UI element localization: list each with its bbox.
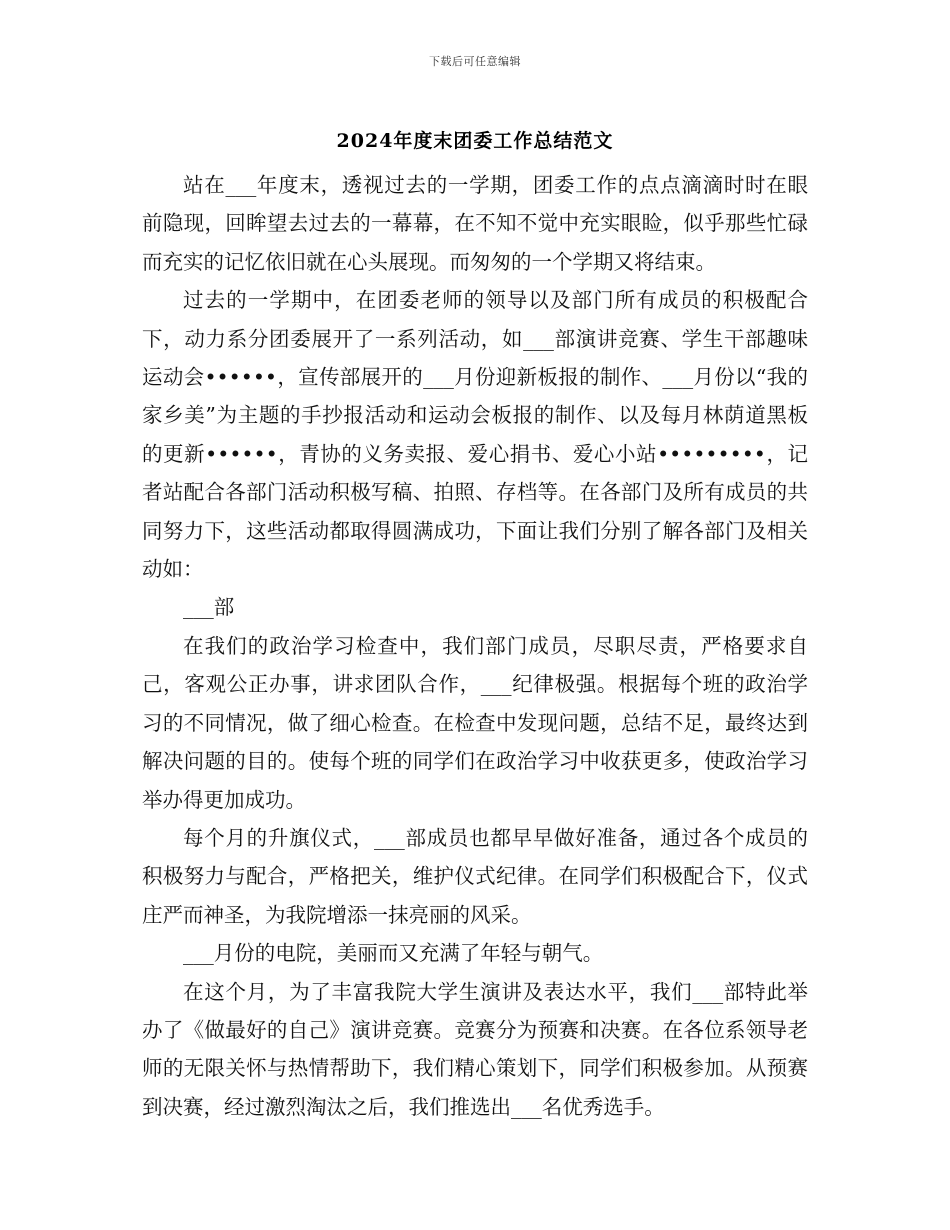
paragraph-activities: 过去的一学期中，在团委老师的领导以及部门所有成员的积极配合下，动力系分团委展开了一系列活动，如___部演讲竞赛、学生干部趣味运动会••••••，宣传部展开的___月份迎新板报的制作、___月份以“我的家乡美”为主题的手抄报活动和运动会板报的制作、以及每月林荫道黑板的更新••••••，青协的义务卖报、爱心捐书、爱心小站•••••••••，记者站配合各部门活动积极写稿、拍照、存档等。在各部门及所有成员的共同努力下，这些活动都取得圆满成功，下面让我们分别了解各部门及相关动如：	[142, 288, 808, 582]
paragraph-intro: 站在___年度末，透视过去的一学期，团委工作的点点滴滴时时在眼前隐现，回眸望去过去的一幕幕，在不知不觉中充实眼睑，似乎那些忙碌而充实的记忆依旧就在心头展现。而匆匆的一个学期又将结束。	[142, 173, 808, 274]
paragraph-political-study: 在我们的政治学习检查中，我们部门成员，尽职尽责，严格要求自己，客观公正办事，讲求团队合作，___纪律极强。根据每个班的政治学习的不同情况，做了细心检查。在检查中发现问题，总结不足，最终达到解决问题的目的。使每个班的同学们在政治学习中收获更多，使政治学习举办得更加成功。	[142, 633, 808, 812]
page-header: 下载后可任意编辑	[429, 55, 521, 68]
paragraph-flag-ceremony: 每个月的升旗仪式，___部成员也都早早做好准备，通过各个成员的积极努力与配合，严格把关，维护仪式纪律。在同学们积极配合下，仪式庄严而神圣，为我院增添一抹亮丽的风采。	[142, 825, 808, 927]
paragraph-speech-contest: 在这个月，为了丰富我院大学生演讲及表达水平，我们___部特此举办了《做最好的自己》演讲竞赛。竞赛分为预赛和决赛。在各位系领导老师的无限关怀与热情帮助下，我们精心策划下，同学们积极参加。从预赛到决赛，经过激烈淘汰之后，我们推选出___名优秀选手。	[142, 979, 808, 1119]
document-body	[142, 166, 808, 1126]
section-heading-department: ___部	[183, 595, 235, 620]
document-title: 2024年度末团委工作总结范文	[336, 130, 614, 152]
paragraph-month-intro: ___月份的电院，美丽而又充满了年轻与朝气。	[183, 941, 604, 966]
